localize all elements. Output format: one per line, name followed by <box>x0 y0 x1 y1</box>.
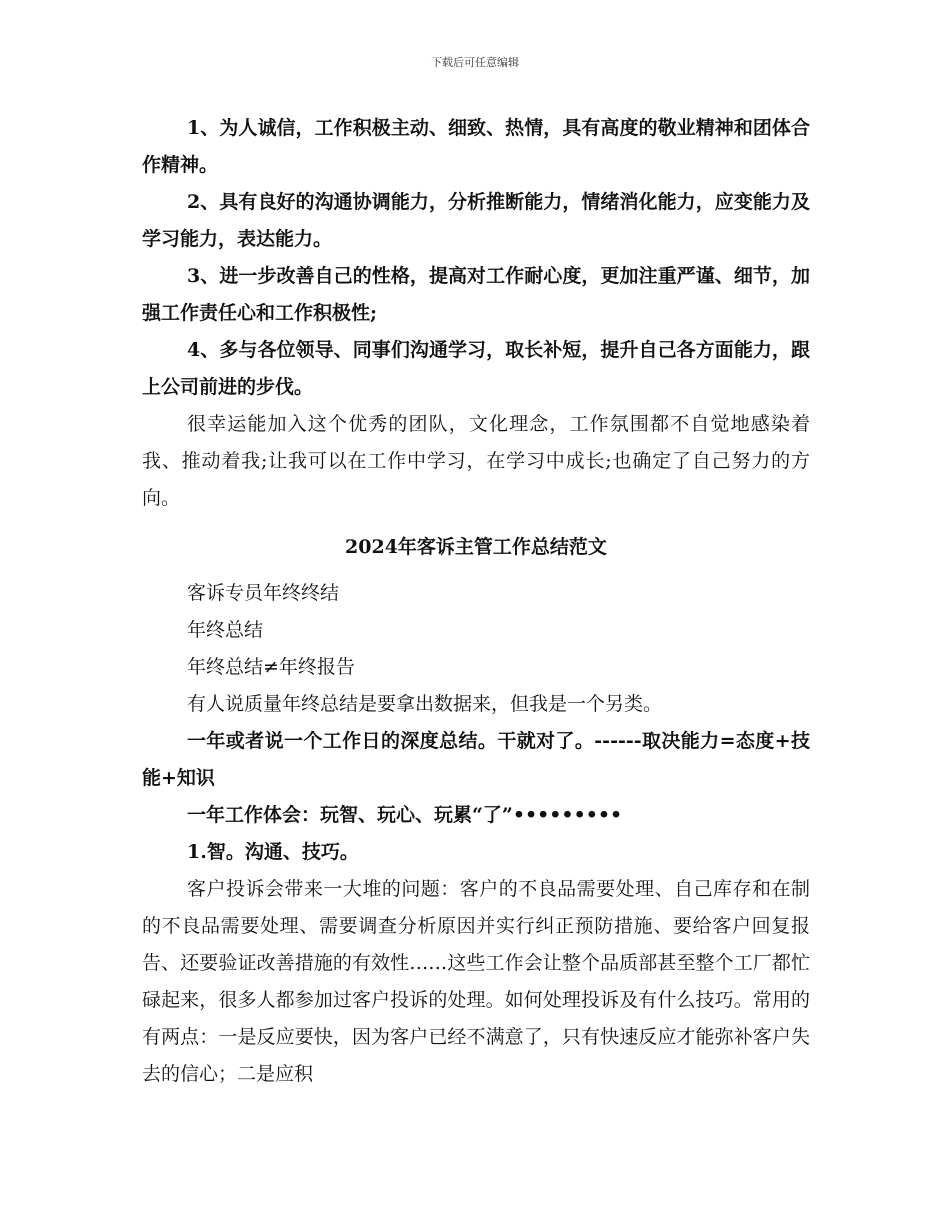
closing-paragraph: 很幸运能加入这个优秀的团队，文化理念，工作氛围都不自觉地感染着我、推动着我;让我可以在工作中学习，在学习中成长;也确定了自己努力的方向。 <box>142 413 810 509</box>
list-item-3: 3、进一步改善自己的性格，提高对工作耐心度，更加注重严谨、细节，加强工作责任心和工作积极性; <box>142 265 810 324</box>
list-item-1: 1、为人诚信，工作积极主动、细致、热情，具有高度的敬业精神和团体合作精神。 <box>142 117 810 176</box>
deep-summary-line: 一年或者说一个工作日的深度总结。干就对了。------取决能力=态度+技能+知识 <box>142 730 810 789</box>
document-body <box>142 110 810 1093</box>
text-line-1: 客诉专员年终终结 <box>187 582 340 604</box>
text-line-3: 年终总结≠年终报告 <box>187 656 355 678</box>
text-line-2: 年终总结 <box>187 619 264 641</box>
section-title: 2024年客诉主管工作总结范文 <box>345 536 607 558</box>
point-1-heading: 1.智。沟通、技巧。 <box>187 841 359 863</box>
list-item-2: 2、具有良好的沟通协调能力，分析推断能力，情绪消化能力，应变能力及学习能力，表达能力。 <box>142 191 810 250</box>
list-item-4: 4、多与各位领导、同事们沟通学习，取长补短，提升自己各方面能力，跟上公司前进的步伐。 <box>142 339 810 398</box>
experience-line: 一年工作体会：玩智、玩心、玩累“了”••••••••• <box>187 804 623 826</box>
body-paragraph: 客户投诉会带来一大堆的问题：客户的不良品需要处理、自己库存和在制的不良品需要处理、需要调查分析原因并实行纠正预防措施、要给客户回复报告、还要验证改善措施的有效性……这些工作会让整个品质部甚至整个工厂都忙碌起来，很多人都参加过客户投诉的处理。如何处理投诉及有什么技巧。常用的有两点：一是反应要快，因为客户已经不满意了，只有快速反应才能弥补客户失去的信心；二是应积 <box>142 878 810 1085</box>
text-line-4: 有人说质量年终总结是要拿出数据来，但我是一个另类。 <box>187 693 663 715</box>
header-note: 下载后可任意编辑 <box>431 56 519 69</box>
